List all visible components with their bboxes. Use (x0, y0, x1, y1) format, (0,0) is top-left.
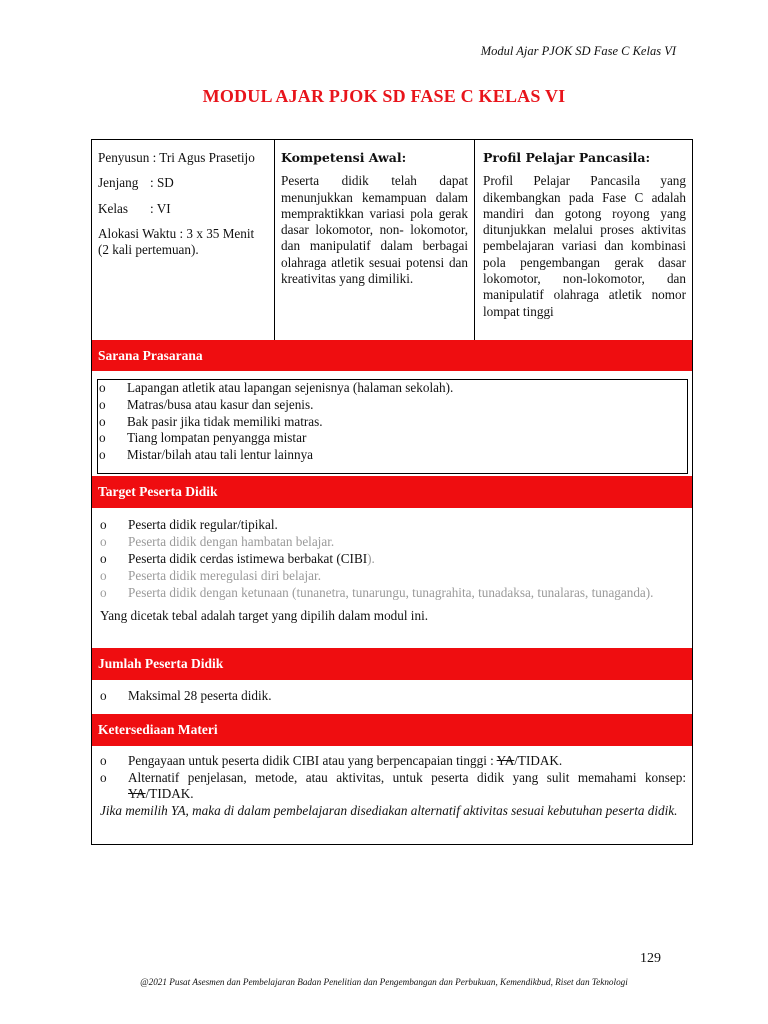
list-item: o Peserta didik meregulasi diri belajar. (100, 567, 686, 584)
materi-list (100, 753, 686, 803)
footer-copyright: @2021 Pusat Asesmen dan Pembelajaran Badan Penelitian dan Pengembangan dan Perbukuan, Kemendikbud, Riset dan Teknologi (140, 977, 628, 987)
target-list (100, 516, 686, 601)
materi-section (92, 746, 692, 844)
competency-heading: Kompetensi Awal: (281, 150, 407, 165)
author-cell (92, 140, 275, 340)
class-label: Kelas (98, 200, 129, 216)
author-text: Penyusun : Tri Agus Prasetijo (98, 150, 255, 165)
sarana-section (92, 371, 692, 475)
info-row (92, 140, 692, 340)
list-item: o Matras/busa atau kasur dan sejenis. (99, 397, 453, 414)
time-allocation: Alokasi Waktu : 3 x 35 Menit (2 kali pertemuan). (98, 225, 255, 258)
list-item: o Peserta didik dengan ketunaan (tunanetra, tunarungu, tunagrahita, tunadaksa, tunalaras, tunaganda). (100, 584, 686, 601)
materi-note: Jika memilih YA, maka di dalam pembelajaran disediakan alternatif aktivitas sesuai kebutuhan peserta didik. (100, 802, 678, 818)
alternative-tidak: /TIDAK. (145, 786, 194, 802)
profile-cell (475, 140, 692, 340)
list-item (100, 753, 686, 770)
document-title: MODUL AJAR PJOK SD FASE C KELAS VI (202, 86, 566, 106)
list-item: o Mistar/bilah atau tali lentur lainnya (99, 447, 453, 464)
jumlah-list (100, 688, 686, 705)
target-cibi-text: Peserta didik cerdas istimewa berbakat (CIBI (128, 551, 368, 566)
section-bar-jumlah: Jumlah Peserta Didik (92, 648, 692, 680)
level-value: : SD (150, 175, 174, 191)
list-item: o Tiang lompatan penyangga mistar (99, 430, 453, 447)
class-value: : VI (150, 200, 171, 216)
page-number: 129 (640, 951, 661, 966)
target-cibi-tail: ). (367, 551, 375, 566)
list-item: o Maksimal 28 peserta didik. (100, 688, 686, 705)
competency-text: Peserta didik telah dapat menunjukkan kemampuan dalam mempraktikkan variasi pola gerak dasar lokomotor, non- lokomotor, dan manipulatif dalam berbagai olahraga atletik sesuai potensi dan kreativitas yang dimiliki. (281, 173, 468, 287)
sarana-list (99, 380, 453, 464)
module-table (91, 139, 693, 845)
list-item: o Peserta didik dengan hambatan belajar. (100, 533, 686, 550)
list-item (100, 770, 686, 803)
list-item: o Peserta didik regular/tipikal. (100, 516, 686, 533)
target-note: Yang dicetak tebal adalah target yang dipilih dalam modul ini. (100, 608, 429, 623)
profile-text: Profil Pelajar Pancasila yang dikembangkan pada Fase C adalah mandiri dan gotong royong yang ditunjukkan melalui proses aktivitas pembelajaran variasi dan kombinasi pola pengembangan gerak dasar lokomotor, non-lokomotor, dan manipulatif olahraga atletik nomor lompat tinggi (483, 173, 686, 319)
section-bar-sarana: Sarana Prasarana (92, 340, 692, 371)
alternative-ya: YA (128, 786, 146, 802)
class-row (98, 201, 268, 217)
level-label: Jenjang (98, 175, 139, 191)
enrichment-ya: YA (496, 753, 515, 768)
list-item: o Bak pasir jika tidak memiliki matras. (99, 414, 453, 431)
profile-heading: Profil Pelajar Pancasila: (483, 150, 651, 165)
enrichment-tidak: /TIDAK. (514, 753, 563, 768)
list-item (100, 550, 686, 567)
list-item: o Lapangan atletik atau lapangan sejenisnya (halaman sekolah). (99, 380, 453, 397)
level-row (98, 175, 268, 191)
section-bar-materi: Ketersediaan Materi (92, 714, 692, 746)
alternative-text: Alternatif penjelasan, metode, atau aktivitas, untuk peserta didik yang sulit memahami konsep: (128, 769, 686, 785)
target-section (92, 508, 692, 648)
section-bar-target: Target Peserta Didik (92, 476, 692, 508)
enrichment-text: Pengayaan untuk peserta didik CIBI atau yang berpencapaian tinggi : (128, 753, 497, 768)
competency-cell (275, 140, 475, 340)
running-header: Modul Ajar PJOK SD Fase C Kelas VI (480, 44, 676, 58)
jumlah-section (92, 680, 692, 714)
